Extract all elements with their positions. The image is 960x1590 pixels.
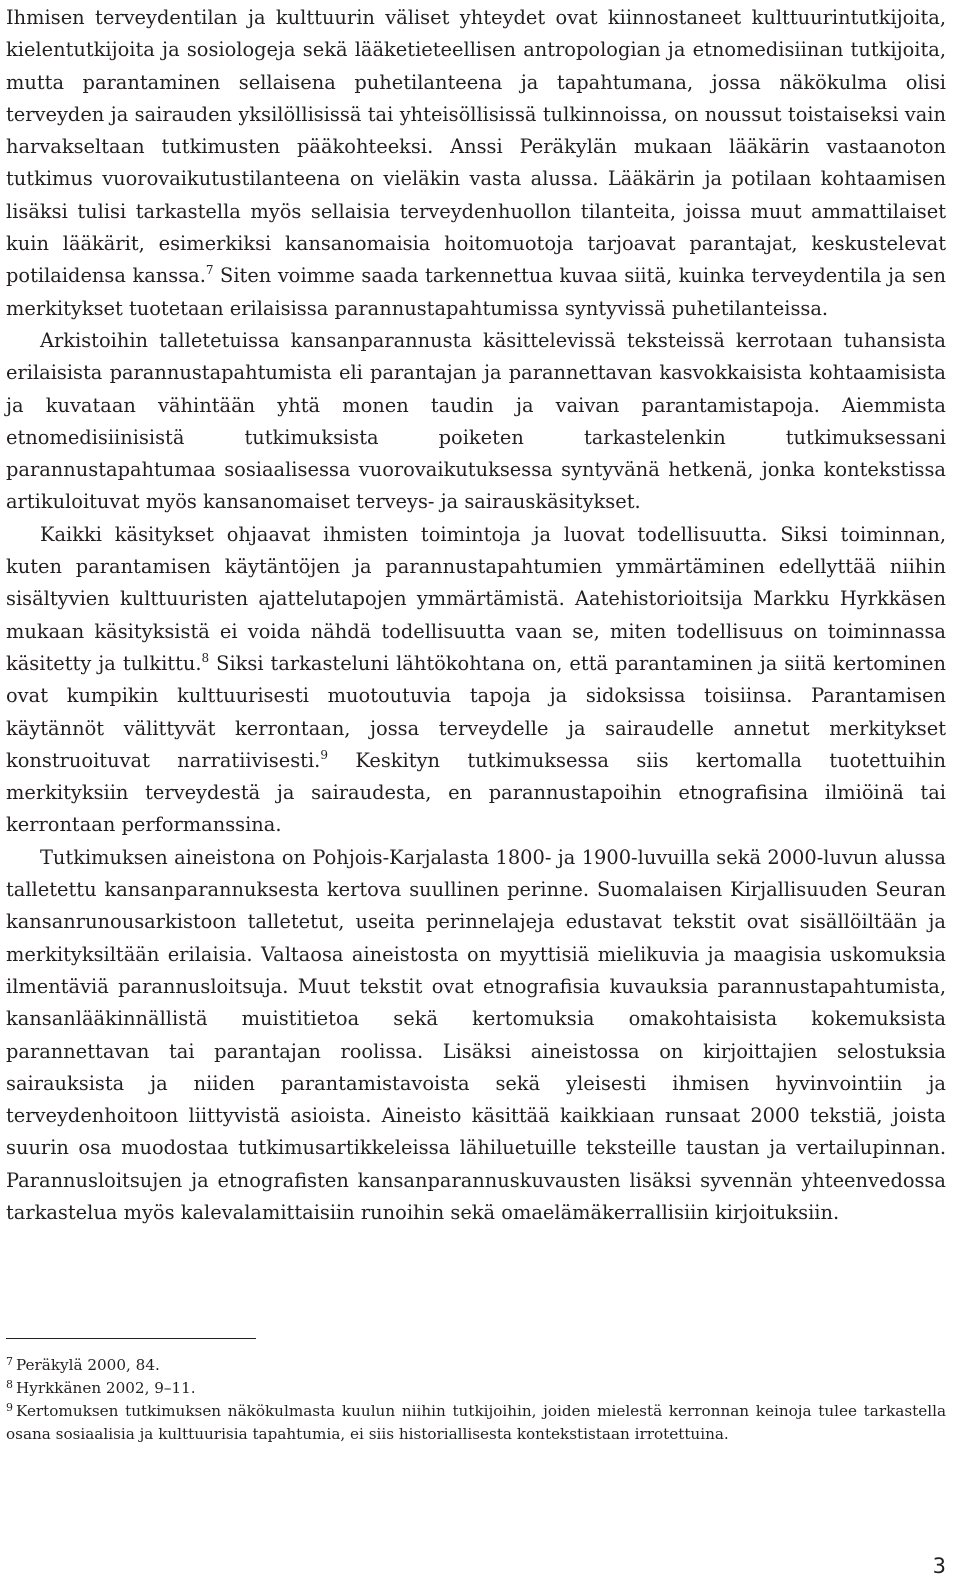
page-number: 3	[932, 1554, 946, 1578]
paragraph-text: Siten voimme saada tarkennettua kuvaa siitä, kuinka terveydentila ja sen merkitykset tuotetaan erilaisissa parannustapahtumissa syntyvissä puhetilanteissa.	[6, 264, 946, 320]
footnote-number: 9	[6, 1401, 13, 1414]
paragraph	[6, 519, 946, 842]
footnote-reference: 9	[320, 747, 328, 762]
footnote	[6, 1354, 946, 1377]
footnote	[6, 1377, 946, 1400]
footnotes-section	[6, 1354, 946, 1446]
footnote-number: 8	[6, 1378, 13, 1391]
document-page	[6, 0, 946, 1229]
footnote-text: Hyrkkänen 2002, 9–11.	[16, 1379, 196, 1397]
paragraph-text: Kaikki käsitykset ohjaavat ihmisten toimintoja ja luovat todellisuutta. Siksi toiminnan, kuten parantamisen käytäntöjen ja parannustapahtumien ymmärtäminen edellyttää niihin sisältyvien kulttuuristen ajattelutapojen ymmärtämistä. Aatehistorioitsija Markku Hyrkkäsen mukaan käsityksistä ei voida nähdä todellisuutta vaan se, miten todellisuus on toiminnassa käsitetty ja tulkittu.	[6, 522, 946, 675]
paragraph	[6, 842, 946, 1230]
paragraph-text: Ihmisen terveydentilan ja kulttuurin väliset yhteydet ovat kiinnostaneet kulttuurintutkijoita, kielentutkijoita ja sosiologeja sekä lääketieteellisen antropologian ja etnomedisiinan tutkijoita, mutta parantaminen sellaisena puhetilanteena ja tapahtumana, jossa näkökulma olisi terveyden ja sairauden yksilöllisissä tai yhteisöllisissä tulkinnoissa, on noussut toistaiseksi vain harvakseltaan tutkimusten pääkohteeksi. Anssi Peräkylän mukaan lääkärin vastaanoton tutkimus vuorovaikutustilanteena on vieläkin vasta alussa. Lääkärin ja potilaan kohtaamisen lisäksi tulisi tarkastella myös sellaisia terveydenhuollon tilanteita, joissa muut ammattilaiset kuin lääkärit, esimerkiksi kansanomaisia hoitomuotoja tarjoavat parantajat, keskustelevat potilaidensa kanssa.	[6, 6, 946, 288]
paragraph	[6, 2, 946, 325]
footnote-number: 7	[6, 1355, 13, 1368]
footnote-text: Peräkylä 2000, 84.	[16, 1356, 160, 1374]
paragraph-text: Tutkimuksen aineistona on Pohjois-Karjalasta 1800- ja 1900-luvuilla sekä 2000-luvun alussa talletettu kansanparannuksesta kertova suullinen perinne. Suomalaisen Kirjallisuuden Seuran kansanrunousarkistoon talletetut, useita perinnelajeja edustavat tekstit ovat sisällöiltään ja merkityksiltään erilaisia. Valtaosa aineistosta on myyttisiä mielikuvia ja maagisia uskomuksia ilmentäviä parannusloitsuja. Muut tekstit ovat etnografisia kuvauksia parannustapahtumista, kansanlääkinnällistä muistitietoa sekä kertomuksia omakohtaisista kokemuksista parannettavan tai parantajan roolissa. Lisäksi aineistossa on kirjoittajien selostuksia sairauksista ja niiden parantamistavoista sekä yleisesti ihmisen hyvinvointiin ja terveydenhoitoon liittyvistä asioista. Aineisto käsittää kaikkiaan runsaat 2000 tekstiä, joista suurin osa muodostaa tutkimusartikkeleissa lähiluetuille teksteille taustan ja vertailupinnan. Parannusloitsujen ja etnografisten kansanparannuskuvausten lisäksi syvennän yhteenvedossa tarkastelua myös kalevalamittaisiin runoihin sekä omaelämäkerrallisiin kirjoituksiin.	[6, 845, 946, 1224]
body-text	[6, 2, 946, 1229]
paragraph-text: Keskityn tutkimuksessa siis kertomalla tuotettuihin merkityksiin terveydestä ja sairaudesta, en parannustapoihin etnografisina ilmiöinä tai kerrontaan performanssina.	[6, 748, 946, 837]
paragraph	[6, 325, 946, 519]
footnote-separator	[6, 1338, 256, 1339]
paragraph-text: Siksi tarkasteluni lähtökohtana on, että parantaminen ja siitä kertominen ovat kumpikin kulttuurisesti muotoutuvia tapoja ja sidoksissa toisiinsa. Parantamisen käytännöt välittyvät kerrontaan, jossa terveydelle ja sairaudelle annetut merkitykset konstruoituvat narratiivisesti.	[6, 651, 946, 772]
footnote-text: Kertomuksen tutkimuksen näkökulmasta kuulun niihin tutkijoihin, joiden mielestä kerronnan keinoja tulee tarkastella osana sosiaalisia ja kulttuurisia tapahtumia, ei siis historiallisesta kontekstistaan irrotettuina.	[6, 1402, 946, 1443]
footnote-reference: 8	[201, 650, 210, 665]
footnote	[6, 1400, 946, 1446]
footnote-reference: 7	[205, 263, 214, 278]
paragraph-text: Arkistoihin talletetuissa kansanparannusta käsittelevissä teksteissä kerrotaan tuhansista erilaisista parannustapahtumista eli parantajan ja parannettavan kasvokkaisista kohtaamisista ja kuvataan vähintään yhtä monen taudin ja vaivan parantamistapoja. Aiemmista etnomedisiinisistä tutkimuksista poiketen tarkastelenkin tutkimuksessani parannustapahtumaa sosiaalisessa vuorovaikutuksessa syntyvänä hetkenä, jonka kontekstissa artikuloituvat myös kansanomaiset terveys- ja sairauskäsitykset.	[6, 328, 946, 514]
